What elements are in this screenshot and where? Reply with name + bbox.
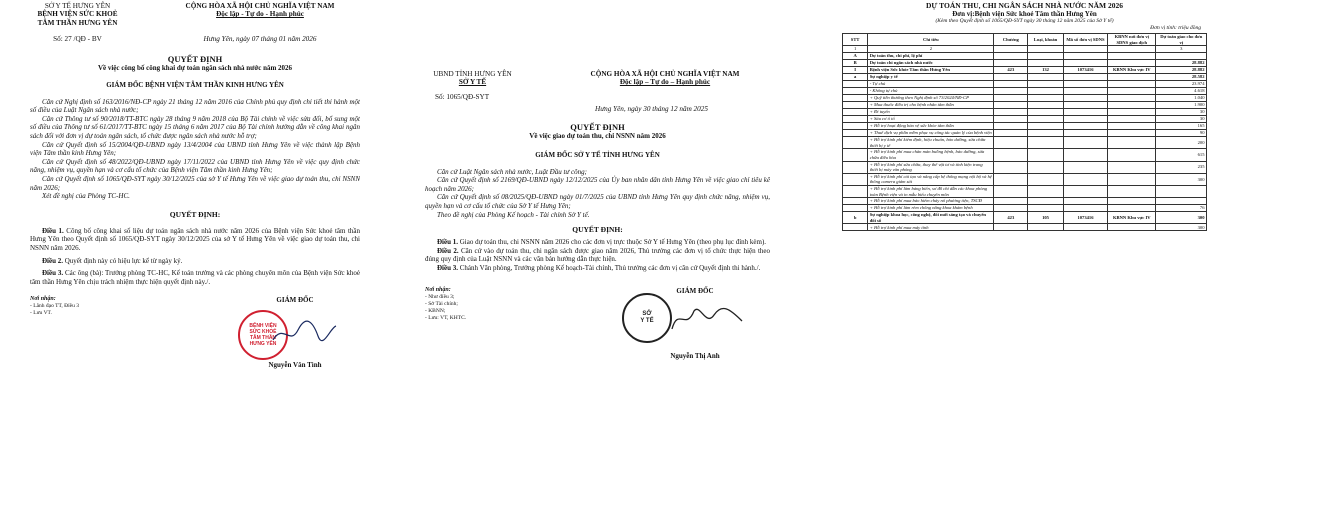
table-cell-chuong — [994, 53, 1028, 60]
place-date: Hưng Yên, ngày 07 tháng 01 năm 2026 — [203, 35, 317, 44]
table-cell-loai — [1028, 81, 1064, 88]
table-cell-chuong — [994, 161, 1028, 173]
table-cell-ma — [1063, 123, 1107, 130]
table-row — [843, 149, 1207, 161]
agency-line-3: TÂM THẦN HƯNG YÊN — [37, 18, 118, 27]
signer-name: Nguyễn Thị Anh — [670, 351, 720, 360]
table-cell-chuong — [994, 102, 1028, 109]
agency-line-2: SỞ Y TẾ — [458, 78, 487, 87]
index-cell: 2 — [868, 46, 994, 53]
table-cell-ma — [1063, 60, 1107, 67]
issuer: GIÁM ĐỐC SỞ Y TẾ TỈNH HƯNG YÊN — [535, 150, 660, 159]
table-row — [843, 224, 1207, 231]
table-cell-loai — [1028, 53, 1064, 60]
table-row — [843, 60, 1207, 67]
table-cell-kbnn: KBNN Khu vực IV — [1108, 67, 1156, 74]
table-cell-ma — [1063, 185, 1107, 197]
signature-block — [620, 287, 770, 367]
doc-subject: Về việc công bố công khai dự toán ngân sách nhà nước năm 2026 — [97, 63, 293, 72]
table-cell-loai — [1028, 116, 1064, 123]
table-cell-value: 23.974 — [1156, 81, 1207, 88]
table-cell-kbnn — [1108, 130, 1156, 137]
ground-item: Theo đề nghị của Phòng Kế hoạch - Tài chính Sở Y tế. — [437, 210, 590, 219]
table-cell-name: + Quỹ tiền thưởng theo Nghị định số 73/2024/NĐ-CP — [868, 95, 994, 102]
table-cell-stt — [843, 109, 868, 116]
article-item — [30, 227, 360, 253]
table-cell-name: + Hỗ trợ hoạt động bảo vệ sức khỏe tâm thần — [868, 123, 994, 130]
table-cell-chuong — [994, 123, 1028, 130]
index-cell: 3 — [1156, 46, 1207, 53]
table-cell-kbnn — [1108, 74, 1156, 81]
article-label: Điều 3. — [42, 269, 64, 278]
table-cell-ma — [1063, 53, 1107, 60]
column-header: STT — [843, 34, 868, 46]
table-row — [843, 130, 1207, 137]
column-header: Mã số đơn vị SDNS — [1063, 34, 1107, 46]
table-cell-kbnn — [1108, 102, 1156, 109]
table-cell-kbnn — [1108, 185, 1156, 197]
articles-list — [425, 238, 770, 272]
table-cell-chuong — [994, 173, 1028, 185]
table-cell-stt — [843, 123, 868, 130]
table-cell-ma — [1063, 224, 1107, 231]
ground-item: Căn cứ Luật Ngân sách nhà nước, Luật Đầu tư công; — [437, 167, 587, 176]
national-block — [560, 70, 770, 87]
article-text: Căn cứ vào dự toán thu, chi ngân sách được giao năm 2026, Thủ trưởng các đơn vị tổ chức thực hiện theo đúng quy định của Luật NSNN và các văn bản hướng dẫn thực hiện. — [425, 246, 770, 264]
agency-block — [30, 2, 125, 27]
table-row — [843, 205, 1207, 212]
doc-number: Số: 1065/QĐ-SYT — [435, 92, 490, 101]
article-item — [425, 238, 770, 247]
table-cell-stt — [843, 161, 868, 173]
column-header: Loại, khoản — [1028, 34, 1064, 46]
column-header: Dự toán giao cho đơn vị — [1156, 34, 1207, 46]
table-cell-name: + Thuế dịch vụ phần mềm phục vụ công tác quản lý của bệnh viện — [868, 130, 994, 137]
table-cell-stt — [843, 224, 868, 231]
article-label: Điều 1. — [437, 238, 458, 247]
table-cell-ma — [1063, 102, 1107, 109]
column-header: Chương — [994, 34, 1028, 46]
agency-line-1: SỞ Y TẾ HƯNG YÊN — [44, 2, 111, 10]
table-index-row — [843, 46, 1207, 53]
table-cell-value: 300 — [1156, 173, 1207, 185]
table-row — [843, 88, 1207, 95]
table-cell-ma — [1063, 95, 1107, 102]
table-row — [843, 74, 1207, 81]
table-cell-ma — [1063, 205, 1107, 212]
article-label: Điều 2. — [437, 246, 459, 255]
table-cell-name: + Mua thuốc điều trị cho bệnh nhân tâm thần — [868, 102, 994, 109]
table-cell-kbnn — [1108, 60, 1156, 67]
table-cell-stt: b — [843, 212, 868, 224]
table-cell-chuong — [994, 130, 1028, 137]
doc-title: QUYẾT ĐỊNH — [167, 53, 223, 64]
table-cell-value: 300 — [1156, 224, 1207, 231]
table-row — [843, 67, 1207, 74]
table-cell-chuong — [994, 205, 1028, 212]
table-cell-kbnn: KBNN Khu vực IV — [1108, 212, 1156, 224]
table-cell-name: + Hỗ trợ kinh phí mua máy tính — [868, 224, 994, 231]
table-cell-stt: B — [843, 60, 868, 67]
ground-item: Căn cứ Quyết định số 2169/QĐ-UBND ngày 12/12/2025 của Ủy ban nhân dân tỉnh Hưng Yên về việc giao chỉ tiêu kế hoạch năm 2026; — [425, 176, 770, 193]
recipient-item: - Lãnh đạo TT, Điều 3 — [30, 303, 79, 310]
signature-image — [666, 301, 746, 337]
article-item — [30, 269, 360, 286]
table-cell-stt — [843, 198, 868, 205]
table-body — [843, 53, 1207, 231]
table-cell-kbnn — [1108, 173, 1156, 185]
table-row — [843, 161, 1207, 173]
agency-line-2: BỆNH VIỆN SỨC KHOẺ — [37, 10, 118, 19]
table-cell-chuong — [994, 74, 1028, 81]
table-cell-loai — [1028, 74, 1064, 81]
table-cell-value: 300 — [1156, 212, 1207, 224]
table-cell-chuong: 423 — [994, 67, 1028, 74]
national-title: CỘNG HÒA XÃ HỘI CHỦ NGHĨA VIỆT NAM — [590, 70, 740, 78]
article-item — [30, 257, 360, 266]
table-cell-chuong: 423 — [994, 212, 1028, 224]
table-cell-name: Sự nghiệp y tế — [868, 74, 994, 81]
table-cell-loai — [1028, 185, 1064, 197]
article-label: Điều 3. — [437, 263, 458, 272]
table-cell-name: - Tự chủ — [868, 81, 994, 88]
document-decision-hospital — [30, 0, 360, 523]
table-row — [843, 198, 1207, 205]
table-cell-ma — [1063, 74, 1107, 81]
table-cell-stt — [843, 149, 868, 161]
recipient-item: - Lưu VT. — [30, 310, 52, 317]
budget-table — [842, 33, 1207, 231]
table-row — [843, 173, 1207, 185]
place-date: Hưng Yên, ngày 30 tháng 12 năm 2025 — [595, 105, 708, 114]
table-cell-ma: 1073416 — [1063, 212, 1107, 224]
table-cell-loai — [1028, 198, 1064, 205]
table-cell-name: + Hỗ trợ kinh phí cải tạo và nâng cấp hệ thống mạng nội bộ và hệ thống camera giám sát — [868, 173, 994, 185]
table-cell-value — [1156, 185, 1207, 197]
table-cell-kbnn — [1108, 109, 1156, 116]
table-cell-loai: 105 — [1028, 212, 1064, 224]
article-text: Giao dự toán thu, chi NSNN năm 2026 cho các đơn vị trực thuộc Sở Y tế Hưng Yên (theo phụ lục đính kèm). — [459, 238, 767, 247]
table-cell-loai — [1028, 95, 1064, 102]
table-cell-stt — [843, 205, 868, 212]
table-cell-loai — [1028, 149, 1064, 161]
table-cell-kbnn — [1108, 95, 1156, 102]
table-cell-stt: a — [843, 74, 868, 81]
table-cell-name: + Hỗ trợ kinh phí mua bảo hiểm cháy nổ phương tiện, TSCĐ — [868, 198, 994, 205]
table-row — [843, 109, 1207, 116]
table-cell-value: 30 — [1156, 109, 1207, 116]
table-cell-chuong — [994, 109, 1028, 116]
appendix-title: DỰ TOÁN THU, CHI NGÂN SÁCH NHÀ NƯỚC NĂM 2026 — [926, 1, 1123, 10]
table-cell-ma — [1063, 81, 1107, 88]
table-cell-chuong — [994, 198, 1028, 205]
table-cell-chuong — [994, 88, 1028, 95]
decide-heading: QUYẾT ĐỊNH: — [169, 209, 221, 219]
table-cell-value: 30 — [1156, 116, 1207, 123]
recipient-item: - Sở Tài chính; — [425, 300, 458, 307]
article-label: Điều 2. — [42, 256, 63, 265]
recipient-item: - KBNN; — [425, 307, 446, 314]
table-cell-loai — [1028, 60, 1064, 67]
table-cell-value: 28.882 — [1156, 60, 1207, 67]
table-cell-value: 28.582 — [1156, 74, 1207, 81]
table-cell-ma — [1063, 173, 1107, 185]
national-block — [160, 2, 360, 27]
table-header-row — [843, 34, 1207, 46]
recipient-item: - Như điều 3; — [425, 293, 455, 300]
table-cell-stt: A — [843, 53, 868, 60]
table-cell-kbnn — [1108, 88, 1156, 95]
table-cell-ma — [1063, 130, 1107, 137]
issuer: GIÁM ĐỐC BỆNH VIỆN TÂM THẦN KINH HƯNG YÊN — [106, 80, 284, 89]
table-cell-name: Bệnh viện Sức khỏe Tâm thần Hưng Yên — [868, 67, 994, 74]
table-cell-value — [1156, 53, 1207, 60]
ground-item: Căn cứ Quyết định số 48/2022/QĐ-UBND ngày 17/11/2022 của UBND tỉnh Hưng Yên về việc quy định chức năng, nhiệm vụ, quyền hạn và cơ cấu tổ chức của Bệnh viện Tâm thần kinh Hưng Yên; — [30, 157, 360, 175]
recipients-heading: Nơi nhận: — [425, 286, 451, 293]
recipients — [425, 287, 545, 367]
recipients — [30, 296, 150, 376]
table-cell-chuong — [994, 137, 1028, 149]
motto: Độc lập – Tự do – Hạnh phúc — [619, 78, 711, 87]
table-row — [843, 185, 1207, 197]
table-cell-value: 90 — [1156, 130, 1207, 137]
table-cell-name: + Hỗ trợ kinh phí làm rèm chống nắng khoa khám bệnh — [868, 205, 994, 212]
table-cell-kbnn — [1108, 81, 1156, 88]
table-cell-kbnn — [1108, 123, 1156, 130]
articles-list — [30, 227, 360, 287]
table-cell-stt — [843, 102, 868, 109]
table-cell-stt — [843, 95, 868, 102]
table-cell-value: 615 — [1156, 149, 1207, 161]
doc-title: QUYẾT ĐỊNH — [570, 121, 625, 132]
index-cell — [1108, 46, 1156, 53]
article-text: Các ông (bà): Trưởng phòng TC-HC, Kế toán trưởng và các phòng chuyên môn của Bệnh viện Sức khoẻ tâm thần Hưng Yên chịu trách nhiệm thực hiện quyết định này./. — [30, 269, 360, 286]
grounds-list — [30, 98, 360, 201]
table-cell-ma — [1063, 161, 1107, 173]
table-cell-chuong — [994, 116, 1028, 123]
table-cell-value: 200 — [1156, 137, 1207, 149]
table-cell-value — [1156, 198, 1207, 205]
article-text: Chánh Văn phòng, Trưởng phòng Kế hoạch-Tài chính, Thủ trưởng các đơn vị căn cứ Quyết định thi hành./. — [459, 263, 761, 272]
table-cell-name: + Hỗ trợ kinh phí mua chăn màn buồng bệnh, bảo dưỡng, sửa chữa điều hòa — [868, 149, 994, 161]
table-cell-stt — [843, 185, 868, 197]
recipient-item: - Lưu: VT, KHTC. — [425, 314, 467, 321]
motto: Độc lập - Tự do - Hạnh phúc — [216, 10, 304, 19]
table-cell-ma: 1073416 — [1063, 67, 1107, 74]
table-cell-loai — [1028, 205, 1064, 212]
document-decision-department — [425, 0, 770, 523]
table-cell-name: + Hỗ trợ kinh phí sửa chữa, thay thế vật tư và tính kiện trang thiết bị máy văn phòng — [868, 161, 994, 173]
header-block — [30, 2, 360, 27]
signer-title: GIÁM ĐỐC — [676, 286, 714, 295]
column-header: KBNN nơi đơn vị SDNS giao dịch — [1108, 34, 1156, 46]
table-cell-chuong — [994, 185, 1028, 197]
table-cell-stt — [843, 130, 868, 137]
table-cell-stt — [843, 137, 868, 149]
article-text: Quyết định này có hiệu lực kể từ ngày ký. — [64, 256, 183, 265]
table-cell-name: - Không tự chủ — [868, 88, 994, 95]
header-block — [425, 70, 770, 87]
table-cell-stt — [843, 81, 868, 88]
appendix-attached: (Kèm theo Quyết định số 1065/QĐ-SYT ngày 30 tháng 12 năm 2025 của Sở Y tế) — [935, 18, 1114, 24]
article-item — [425, 247, 770, 264]
table-cell-value: 165 — [1156, 123, 1207, 130]
footer-block — [425, 287, 770, 367]
signer-name: Nguyễn Văn Tình — [268, 361, 322, 370]
table-cell-name: + Đi tuyển — [868, 109, 994, 116]
table-row — [843, 53, 1207, 60]
ground-item: Căn cứ Nghị định số 163/2016/NĐ-CP ngày 21 tháng 12 năm 2016 của Chính phủ quy định chi tiết thi hành một số điều của Luật Ngân sách nhà nước; — [30, 97, 360, 115]
table-cell-name: + Hỗ trợ kinh phí làm bảng biển, sơ đồ chỉ dẫn các khoa phòng toàn Bệnh viện và in mẫu biểu chuyên môn — [868, 185, 994, 197]
number-date-row — [30, 35, 360, 43]
table-cell-ma — [1063, 109, 1107, 116]
table-cell-ma — [1063, 88, 1107, 95]
recipients-heading: Nơi nhận: — [30, 296, 56, 303]
table-cell-chuong — [994, 224, 1028, 231]
national-title: CỘNG HÒA XÃ HỘI CHỦ NGHĨA VIỆT NAM — [185, 2, 335, 10]
document-budget-appendix — [842, 0, 1207, 410]
table-cell-ma — [1063, 149, 1107, 161]
table-cell-name: Dự toán thu, chi phí, lệ phí — [868, 53, 994, 60]
article-label: Điều 1. — [42, 226, 64, 235]
index-cell: 1 — [843, 46, 868, 53]
table-cell-name: + Hỗ trợ kinh phí kiểm định, hiệu chuẩn, bảo dưỡng, sửa chữa thiết bị y tế — [868, 137, 994, 149]
ground-item: Căn cứ Quyết định số 15/2004/QĐ-UBND ngày 13/4/2004 của UBND tỉnh Hưng Yên về việc thành lập Bệnh viện Tâm thần kinh Hưng Yên; — [30, 140, 360, 158]
table-row — [843, 212, 1207, 224]
table-cell-loai — [1028, 224, 1064, 231]
table-cell-loai — [1028, 88, 1064, 95]
table-cell-loai — [1028, 109, 1064, 116]
table-cell-loai — [1028, 130, 1064, 137]
table-cell-chuong — [994, 95, 1028, 102]
table-cell-value: 1.040 — [1156, 95, 1207, 102]
appendix-unit: Đơn vị:Bệnh viện Sức khoẻ Tâm thần Hưng Yên — [952, 10, 1097, 18]
table-row — [843, 137, 1207, 149]
agency-line-1: UBND TỈNH HƯNG YÊN — [433, 70, 512, 78]
footer-block — [30, 296, 360, 376]
table-cell-stt: I — [843, 67, 868, 74]
table-cell-name: Sự nghiệp khoa học, công nghệ, đổi mới sáng tạo và chuyển đổi số — [868, 212, 994, 224]
table-row — [843, 95, 1207, 102]
table-cell-kbnn — [1108, 149, 1156, 161]
table-cell-loai — [1028, 137, 1064, 149]
signature-block — [230, 296, 360, 376]
grounds-list — [425, 168, 770, 220]
doc-subject: Về việc giao dự toán thu, chi NSNN năm 2026 — [529, 131, 666, 140]
signer-title: GIÁM ĐỐC — [276, 296, 314, 305]
table-cell-chuong — [994, 60, 1028, 67]
table-cell-value: 1.900 — [1156, 102, 1207, 109]
ground-item: Xét đề nghị của Phòng TC-HC. — [42, 192, 130, 201]
signature-image — [268, 318, 338, 348]
table-cell-value: 4.618 — [1156, 88, 1207, 95]
table-row — [843, 102, 1207, 109]
table-cell-ma — [1063, 198, 1107, 205]
table-cell-value: 28.882 — [1156, 67, 1207, 74]
article-item — [425, 264, 770, 273]
table-cell-loai — [1028, 123, 1064, 130]
index-cell — [1063, 46, 1107, 53]
table-cell-loai — [1028, 102, 1064, 109]
column-header: Chỉ tiêu — [868, 34, 994, 46]
table-cell-stt — [843, 173, 868, 185]
table-cell-stt — [843, 88, 868, 95]
currency-note: Đơn vị tính: triệu đồng — [1150, 25, 1201, 31]
table-cell-kbnn — [1108, 116, 1156, 123]
agency-block — [425, 70, 520, 87]
index-cell — [1028, 46, 1064, 53]
table-cell-kbnn — [1108, 205, 1156, 212]
table-row — [843, 116, 1207, 123]
article-text: Công bố công khai số liệu dự toán ngân sách nhà nước năm 2026 của Bệnh viện Sức khoẻ tâm thần Hưng Yên theo Quyết định số 1065/QĐ-SYT ngày 30/12/2025 của sở Y tế Hưng Yên về việc giao dự toán thu, chi NSNN năm 2026. — [30, 226, 360, 252]
doc-number: Số: 27 /QĐ - BV — [53, 35, 102, 44]
table-cell-kbnn — [1108, 53, 1156, 60]
table-cell-name: Dự toán chi ngân sách nhà nước — [868, 60, 994, 67]
table-cell-value: 76 — [1156, 205, 1207, 212]
table-cell-name: + Sáu cơ ổ tổ — [868, 116, 994, 123]
table-cell-ma — [1063, 137, 1107, 149]
table-row — [843, 123, 1207, 130]
table-cell-ma — [1063, 116, 1107, 123]
table-cell-kbnn — [1108, 224, 1156, 231]
table-cell-loai — [1028, 161, 1064, 173]
ground-item: Căn cứ Thông tư số 90/2018/TT-BTC ngày 28 tháng 9 năm 2018 của Bộ Tài chính về việc sửa đổi, bổ sung một số điều của Thông tư số 61/2017/TT-BTC ngày 15 tháng 6 năm 2017 của Bộ Tài chính hướng dẫn về công khai ngân sách đối với đơn vị dự toán ngân sách, tổ chức được ngân sách nhà nước hỗ trợ; — [30, 114, 360, 140]
decide-heading: QUYẾT ĐỊNH: — [572, 225, 623, 235]
table-cell-kbnn — [1108, 198, 1156, 205]
table-cell-value: 235 — [1156, 161, 1207, 173]
table-cell-stt — [843, 116, 868, 123]
table-cell-chuong — [994, 149, 1028, 161]
ground-item: Căn cứ Quyết định số 08/2025/QĐ-UBND ngày 01/7/2025 của UBND tỉnh Hưng Yên quy định chức năng, nhiệm vụ, quyền hạn và cơ cấu tổ chức của Sở Y tế Hưng Yên; — [425, 193, 770, 210]
index-cell — [994, 46, 1028, 53]
table-cell-chuong — [994, 81, 1028, 88]
ground-item: Căn cứ Quyết định số 1065/QĐ-SYT ngày 30/12/2025 của sở Y tế Hưng Yên về việc giao dự toán thu, chi NSNN năm 2026; — [30, 174, 360, 192]
dark-seal: SỞ Y TẾ — [622, 293, 672, 343]
table-cell-kbnn — [1108, 137, 1156, 149]
table-cell-kbnn — [1108, 161, 1156, 173]
table-cell-loai: 132 — [1028, 67, 1064, 74]
table-row — [843, 81, 1207, 88]
table-cell-loai — [1028, 173, 1064, 185]
red-seal: BỆNH VIỆN SỨC KHOẺ TÂM THẦN HƯNG YÊN — [238, 310, 288, 360]
